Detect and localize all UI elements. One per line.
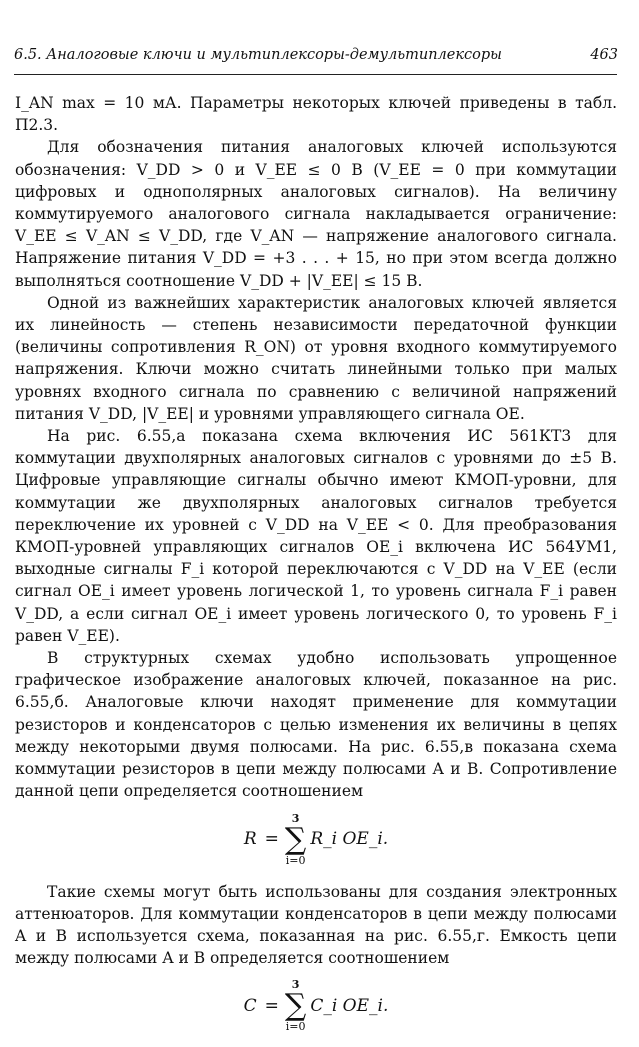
paragraph-5: В структурных схемах удобно использовать упрощенное графическое изображение аналоговых ключей, показанное на рис. 6.55,б. Аналоговые ключи находят применение для коммутации резисторов и конденсаторов с целью изменения их величины в цепях между некоторыми двумя полюсами. На рис. 6.55,в показана схема коммутации резисторов в цепи между полюсами A и B. Сопротивление данной цепи определяется соотношением bbox=[15, 649, 617, 801]
formula-capacitance bbox=[15, 979, 617, 1033]
paragraph-4: На рис. 6.55,а показана схема включения ИС 561КТ3 для коммутации двухполярных аналоговых сигналов с уровнями до ±5 В. Цифровые управляющие сигналы обычно имеют КМОП-уровни, для коммутации же двухполярных аналоговых сигналов требуется переключение их уровней с V_DD на V_EE < 0. Для преобразования КМОП-уровней управляющих сигналов OE_i включена ИС 564УМ1, выходные сигналы F_i которой переключаются с V_DD на V_EE (если сигнал OE_i имеет уровень логической 1, то уровень сигнала F_i равен V_DD, а если сигнал OE_i имеет уровень логического 0, то уровень F_i равен V_EE). bbox=[15, 427, 617, 645]
paragraph-6: Такие схемы могут быть использованы для создания электронных аттенюаторов. Для коммутации конденсаторов в цепи между полюсами A и B используется схема, показанная на рис. 6.55,г. Емкость цепи между полюсами A и B определяется соотношением bbox=[15, 882, 617, 968]
page-number: 463 bbox=[590, 47, 618, 63]
sum-lower-limit: i=0 bbox=[285, 1020, 306, 1034]
formula-resistance bbox=[15, 813, 617, 867]
sum-upper-limit: 3 bbox=[291, 811, 300, 825]
sigma-symbol: ∑ bbox=[284, 988, 307, 1024]
paragraph-2: Для обозначения питания аналоговых ключей используются обозначения: V_DD > 0 и V_EE ≤ 0 В (V_EE = 0 при коммутации цифровых и однополярных аналоговых сигналов). На величину коммутируемого аналогового сигнала накладывается ограничение: V_EE ≤ V_AN ≤ V_DD, где V_AN — напряжение аналогового сигнала. Напряжение питания V_DD = +3 . . . + 15, но при этом всегда должно выполняться соотношение V_DD + |V_EE| ≤ 15 В. bbox=[15, 138, 617, 290]
running-header bbox=[14, 47, 618, 63]
formula-equals: = bbox=[264, 829, 279, 850]
formula-equals: = bbox=[264, 996, 279, 1017]
summation bbox=[285, 813, 306, 867]
summation bbox=[285, 979, 306, 1033]
paragraph-3: Одной из важнейших характеристик аналоговых ключей является их линейность — степень независимости передаточной функции (величины сопротивления R_ON) от уровня входного коммутируемого напряжения. Ключи можно считать линейными только при малых уровнях входного сигнала по сравнению с величиной напряжений питания V_DD, |V_EE| и уровнями управляющего сигнала OE. bbox=[15, 293, 617, 423]
sum-lower-limit: i=0 bbox=[285, 853, 306, 867]
formula-lhs: R bbox=[243, 829, 257, 850]
header-rule bbox=[14, 74, 617, 75]
section-title: 6.5. Аналоговые ключи и мультиплексоры-демультиплексоры bbox=[14, 47, 502, 63]
sum-upper-limit: 3 bbox=[291, 978, 300, 992]
formula-term: C_i OE_i. bbox=[310, 996, 389, 1017]
body-text bbox=[15, 92, 617, 1047]
sigma-symbol: ∑ bbox=[284, 821, 307, 857]
formula-term: R_i OE_i. bbox=[310, 829, 389, 850]
paragraph-1: I_AN max = 10 мА. Параметры некоторых ключей приведены в табл. П2.3. bbox=[15, 94, 617, 135]
formula-lhs: C bbox=[243, 996, 257, 1017]
